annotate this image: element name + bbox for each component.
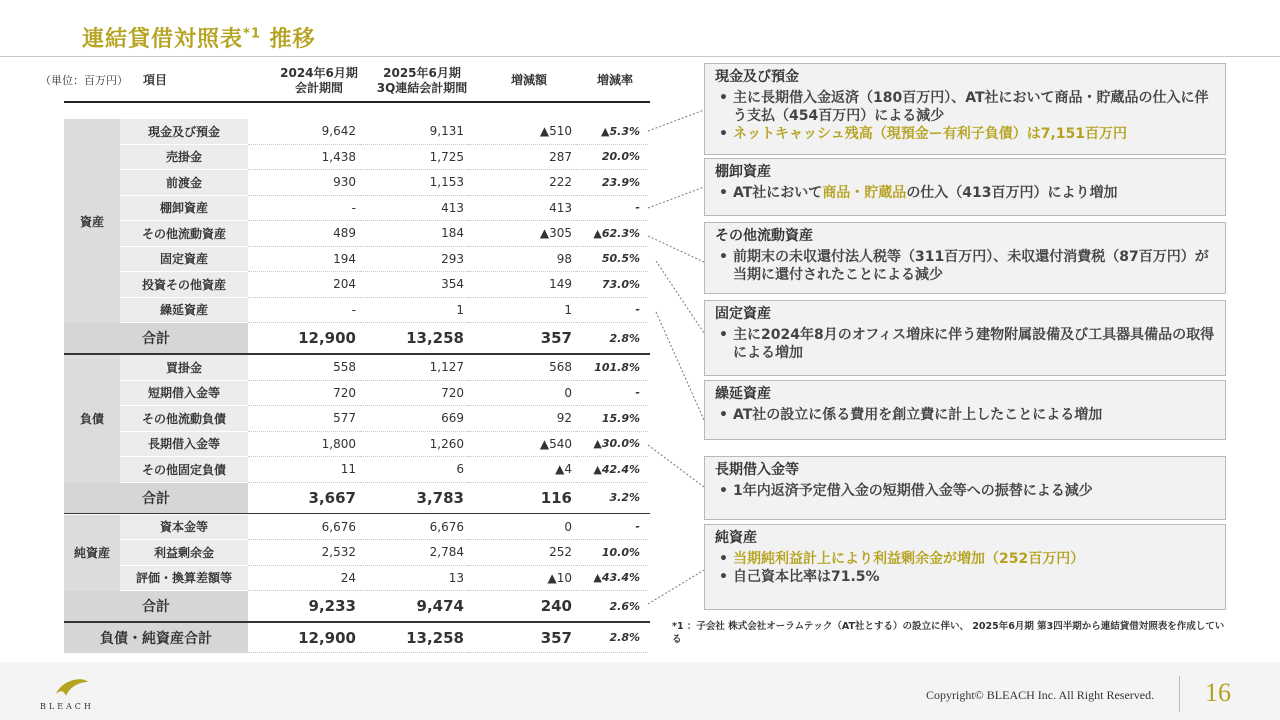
cell-rate: 101.8% (576, 355, 648, 381)
explanation-box (704, 158, 1226, 216)
bullet-item (715, 184, 1215, 202)
explanation-box (704, 222, 1226, 294)
total-label: 合計 (64, 323, 248, 353)
cell-rate: ▲42.4% (576, 457, 648, 483)
bullet-item (715, 568, 1215, 586)
box-title: 棚卸資産 (715, 164, 771, 180)
total-diff: 240 (540, 597, 572, 615)
bullet-text: AT社の設立に係る費用を創立費に計上したことによる増加 (733, 407, 1103, 423)
row-label: 利益剰余金 (120, 540, 248, 566)
bullet-text: の仕入（413百万円）により増加 (906, 185, 1118, 201)
cell-diff: 413 (468, 196, 576, 222)
cell-diff: 149 (468, 272, 576, 298)
box-title: 固定資産 (715, 306, 771, 322)
page-number-divider (1179, 676, 1180, 712)
cell-v2: 1,127 (360, 355, 468, 381)
bullet-text: 1年内返済予定借入金の短期借入金等への振替による減少 (733, 483, 1093, 499)
group-label: 純資産 (64, 515, 120, 592)
explanation-box (704, 380, 1226, 440)
bullet-item (715, 89, 1215, 125)
bullet-text: 自己資本比率は71.5% (733, 569, 880, 585)
cell-v1: 24 (248, 566, 360, 592)
cell-diff: 287 (468, 145, 576, 171)
cell-rate: - (576, 298, 648, 324)
row-label: 短期借入金等 (120, 381, 248, 407)
total-v1: 9,233 (308, 597, 356, 615)
total-diff: 116 (540, 488, 572, 507)
footnote: *1 ：子会社 株式会社オーラムテック（AT社とする）の設立に伴い、 2025年6月期 第3四半期から連結貸借対照表を作成している (672, 621, 1225, 645)
connector-long-term (648, 445, 704, 487)
box-title: 現金及び預金 (715, 69, 799, 85)
cell-v2: 1,153 (360, 170, 468, 196)
cell-rate: 23.9% (576, 170, 648, 196)
explanation-box (704, 300, 1226, 376)
bullet-text: 主に長期借入金返済（180百万円）、AT社において商品・貯蔵品の仕入に伴う支払（454百万円）による減少 (733, 90, 1209, 124)
bullet-text: AT社において (733, 185, 823, 201)
cell-v2: 6,676 (360, 515, 468, 541)
header-col1: 2024年6月期 会計期間 (280, 66, 358, 95)
total-v2: 9,474 (416, 597, 464, 615)
cell-v1: - (248, 196, 360, 222)
total-label: 合計 (64, 483, 248, 513)
cell-v1: 558 (248, 355, 360, 381)
cell-diff: 1 (468, 298, 576, 324)
bullet-item (715, 248, 1215, 284)
cell-diff: 252 (468, 540, 576, 566)
bullet-item (715, 406, 1215, 424)
group-label: 負債 (64, 355, 120, 483)
row-label: その他流動負債 (120, 406, 248, 432)
connector-fixed (656, 261, 704, 333)
row-label: 投資その他資産 (120, 272, 248, 298)
cell-v1: 204 (248, 272, 360, 298)
connector-equity (648, 570, 704, 604)
cell-v2: 1 (360, 298, 468, 324)
total-v1: 3,667 (308, 488, 356, 507)
cell-diff: ▲305 (468, 221, 576, 247)
cell-v2: 9,131 (360, 119, 468, 145)
connector-other-current (648, 236, 704, 262)
explanation-box (704, 524, 1226, 610)
page-title: 連結貸借対照表$^{*1}$ 推移 (82, 26, 316, 52)
page-number: 16 (1205, 678, 1231, 707)
group-label: 資産 (64, 119, 120, 323)
cell-rate: 73.0% (576, 272, 648, 298)
cell-v2: 413 (360, 196, 468, 222)
cell-v2: 6 (360, 457, 468, 483)
cell-v2: 354 (360, 272, 468, 298)
cell-rate: ▲30.0% (576, 432, 648, 458)
cell-v2: 669 (360, 406, 468, 432)
cell-v2: 2,784 (360, 540, 468, 566)
total-v2: 3,783 (416, 488, 464, 507)
row-label: その他固定負債 (120, 457, 248, 483)
grand-total-v1: 12,900 (248, 623, 360, 653)
cell-diff: 222 (468, 170, 576, 196)
row-label: 固定資産 (120, 247, 248, 273)
total-v1: 12,900 (298, 329, 356, 347)
cell-v1: 2,532 (248, 540, 360, 566)
cell-diff: 0 (468, 381, 576, 407)
header-item: 項目 (142, 73, 167, 87)
cell-rate: 10.0% (576, 540, 648, 566)
cell-rate: 50.5% (576, 247, 648, 273)
box-title: 純資産 (715, 530, 757, 546)
cell-rate: 15.9% (576, 406, 648, 432)
highlight-text: 商品・貯蔵品 (822, 185, 907, 201)
row-label: 評価・換算差額等 (120, 566, 248, 592)
cell-v1: - (248, 298, 360, 324)
cell-diff: 0 (468, 515, 576, 541)
total-rate: 2.6% (609, 599, 640, 613)
cell-rate: ▲5.3% (576, 119, 648, 145)
grand-total-rate: 2.8% (576, 623, 648, 653)
cell-v1: 577 (248, 406, 360, 432)
explanation-box (704, 456, 1226, 520)
grand-total-v2: 13,258 (360, 623, 468, 653)
cell-v1: 9,642 (248, 119, 360, 145)
row-label: 現金及び預金 (120, 119, 248, 145)
cell-v2: 1,260 (360, 432, 468, 458)
brand-name: BLEACH (40, 702, 94, 711)
cell-v1: 720 (248, 381, 360, 407)
cell-v2: 184 (360, 221, 468, 247)
total-label: 合計 (64, 591, 248, 621)
cell-v1: 1,800 (248, 432, 360, 458)
bullet-item (715, 550, 1215, 568)
connector-cash (648, 110, 704, 131)
cell-v1: 930 (248, 170, 360, 196)
cell-diff: 92 (468, 406, 576, 432)
row-label: その他流動資産 (120, 221, 248, 247)
bullet-text: 主に2024年8月のオフィス増床に伴う建物附属設備及び工具器具備品の取得による増加 (733, 327, 1215, 361)
row-label: 繰延資産 (120, 298, 248, 324)
row-label: 棚卸資産 (120, 196, 248, 222)
bullet-item (715, 125, 1215, 143)
cell-v2: 1,725 (360, 145, 468, 171)
cell-rate: - (576, 515, 648, 541)
cell-rate: - (576, 196, 648, 222)
box-title: 長期借入金等 (715, 462, 799, 478)
explanation-box (704, 63, 1226, 155)
row-label: 買掛金 (120, 355, 248, 381)
total-diff: 357 (540, 329, 572, 347)
cell-diff: ▲4 (468, 457, 576, 483)
cell-v1: 11 (248, 457, 360, 483)
total-rate: 2.8% (609, 331, 640, 345)
cell-diff: ▲510 (468, 119, 576, 145)
cell-diff: 98 (468, 247, 576, 273)
cell-v2: 293 (360, 247, 468, 273)
highlight-text: ネットキャッシュ残高（現預金ー有利子負債）は7,151百万円 (733, 126, 1128, 142)
cell-rate: ▲62.3% (576, 221, 648, 247)
row-label: 売掛金 (120, 145, 248, 171)
bullet-text: 前期末の未収還付法人税等（311百万円）、未収還付消費税（87百万円）が当期に還付されたことによる減少 (733, 249, 1209, 283)
cell-v1: 489 (248, 221, 360, 247)
cell-v2: 13 (360, 566, 468, 592)
total-rate: 3.2% (609, 491, 640, 504)
bullet-item (715, 482, 1215, 500)
box-title: 繰延資産 (715, 386, 771, 402)
cell-rate: ▲43.4% (576, 566, 648, 592)
bullet-item (715, 326, 1215, 362)
cell-diff: 568 (468, 355, 576, 381)
cell-rate: 20.0% (576, 145, 648, 171)
connector-inventory (648, 187, 704, 208)
cell-v1: 1,438 (248, 145, 360, 171)
cell-rate: - (576, 381, 648, 407)
copyright: Copyright© BLEACH Inc. All Right Reserved. (926, 688, 1155, 702)
cell-diff: ▲540 (468, 432, 576, 458)
header-rate: 増減率 (596, 73, 633, 87)
grand-total-label: 負債・純資産合計 (64, 623, 248, 653)
connector-deferred (656, 312, 704, 420)
cell-v1: 6,676 (248, 515, 360, 541)
header-col2: 2025年6月期 3Q連結会計期間 (376, 66, 468, 95)
total-v2: 13,258 (406, 329, 464, 347)
row-label: 資本金等 (120, 515, 248, 541)
box-title: その他流動資産 (715, 228, 813, 244)
cell-diff: ▲10 (468, 566, 576, 592)
bleach-logo-icon (52, 676, 92, 700)
unit-label: （単位：百万円） (40, 74, 128, 87)
cell-v1: 194 (248, 247, 360, 273)
cell-v2: 720 (360, 381, 468, 407)
row-label: 長期借入金等 (120, 432, 248, 458)
header-diff: 増減額 (510, 73, 547, 87)
grand-total-diff: 357 (468, 623, 576, 653)
highlight-text: 当期純利益計上により利益剰余金が増加（252百万円） (733, 551, 1085, 567)
row-label: 前渡金 (120, 170, 248, 196)
